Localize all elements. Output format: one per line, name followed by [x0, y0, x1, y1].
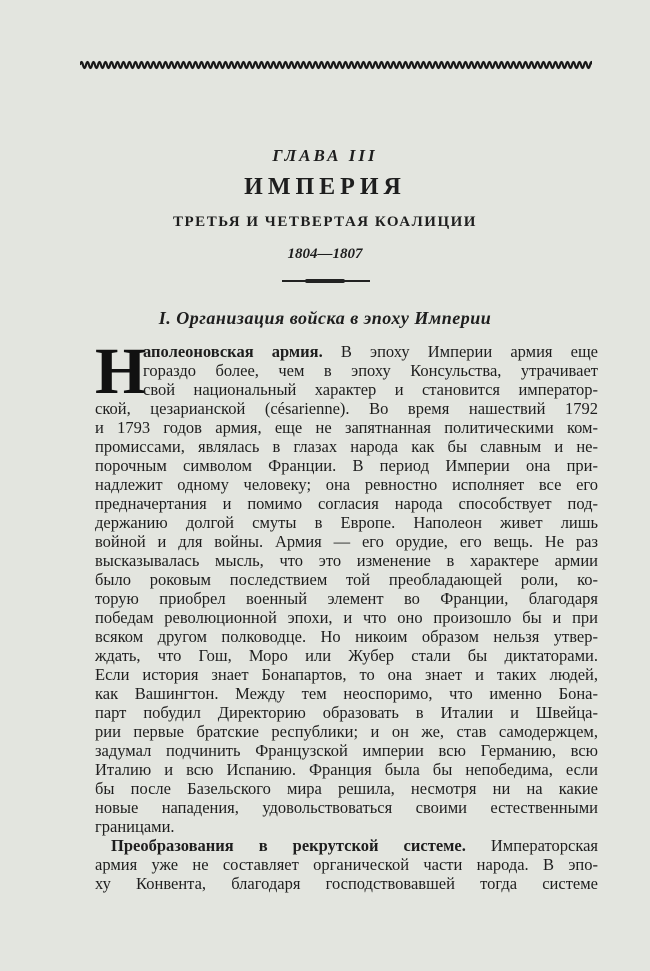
divider-rule-center	[305, 279, 345, 283]
text-line	[143, 380, 598, 399]
text-line	[143, 361, 598, 380]
chapter-years: 1804—1807	[287, 246, 363, 262]
text-line	[95, 684, 598, 703]
section-title: I. Организация войска в эпоху Империи	[158, 308, 492, 328]
line-text: парт побудил Директорию образовать в Италии и Швейца-	[95, 703, 598, 722]
line-text: предначертания и помимо согласия народа способствует под-	[95, 494, 598, 513]
text-line	[95, 399, 598, 418]
line-text: было роковым последствием той преобладающей роли, ко-	[95, 570, 598, 589]
line-text: победам революционной эпохи, и что оно произошло бы и при	[95, 608, 598, 627]
line-text: торую приобрел военный элемент во Франции, благодаря	[95, 589, 598, 608]
line-text: войной и для войны. Армия — его орудие, его вещь. Не раз	[95, 532, 598, 551]
text-line	[95, 608, 598, 627]
line-text: армия уже не составляет органической части народа. В эпо-	[95, 855, 598, 874]
line-text: порочным символом Франции. В период Империи она при-	[95, 456, 598, 475]
line-text: рии первые братские республики; и он же, став самодержцем,	[95, 722, 598, 741]
wavy-ornament-rule	[80, 58, 592, 72]
line-text: свой национальный характер и становится император-	[143, 380, 598, 399]
text-line	[95, 513, 598, 532]
text-line	[95, 760, 598, 779]
text-line	[95, 551, 598, 570]
line-text: гораздо более, чем в эпоху Консульства, утрачивает	[143, 361, 598, 380]
body-text	[95, 335, 599, 893]
text-line	[95, 627, 598, 646]
line-text: Италию и всю Испанию. Франция была бы непобедима, если	[95, 760, 598, 779]
text-line	[95, 437, 598, 456]
line-text: высказывалась мысль, что это изменение в характере армии	[95, 551, 598, 570]
text-line	[95, 779, 598, 798]
line-text: новые нападения, удовольствоваться своими естественными	[95, 798, 598, 817]
chapter-label: ГЛАВА III	[272, 146, 378, 165]
run-in-heading: Преобразования в рекрутской системе.	[111, 836, 466, 855]
text-line	[95, 855, 598, 874]
chapter-subtitle: ТРЕТЬЯ И ЧЕТВЕРТАЯ КОАЛИЦИИ	[173, 214, 477, 230]
text-line	[95, 817, 598, 836]
text-line	[95, 475, 598, 494]
text-line	[95, 722, 598, 741]
text-line	[95, 741, 598, 760]
line-text: задумал подчинить Французской империи всю Германию, всю	[95, 741, 598, 760]
text-line	[111, 836, 598, 855]
text-line	[95, 532, 598, 551]
text-line	[95, 570, 598, 589]
text-line	[95, 494, 598, 513]
text-line	[95, 589, 598, 608]
text-line	[95, 703, 598, 722]
line-text: границами.	[95, 817, 175, 836]
text-line	[95, 646, 598, 665]
text-line	[95, 665, 598, 684]
line-text: Императорская	[465, 836, 599, 855]
line-text: как Вашингтон. Между тем неоспоримо, что именно Бона-	[95, 684, 598, 703]
line-text: Если история знает Бонапартов, то она знает и таких людей,	[95, 665, 598, 684]
line-text: всяком другом полководце. Но никоим образом нельзя утвер-	[95, 627, 598, 646]
line-text: бы после Базельского мира решила, несмотря ни на какие	[95, 779, 598, 798]
drop-cap: Н	[95, 335, 147, 408]
text-line	[95, 874, 598, 893]
line-text: и 1793 годов армия, еще не запятнанная политическими ком-	[95, 418, 598, 437]
text-line	[95, 798, 598, 817]
line-text: ской, цезарианской (césarienne). Во время нашествий 1792	[95, 399, 598, 418]
line-text: надлежит одному человеку; она ревностно исполняет все его	[95, 475, 598, 494]
line-text: промиссами, являлась в глазах народа как бы славным и не-	[95, 437, 598, 456]
chapter-title: ИМПЕРИЯ	[244, 174, 406, 200]
text-line	[95, 418, 598, 437]
text-line	[95, 456, 598, 475]
run-in-heading: аполеоновская армия.	[143, 342, 323, 361]
text-line	[143, 342, 598, 361]
line-text: В эпоху Империи армия еще	[322, 342, 598, 361]
line-text: держанию долгой смуты в Европе. Наполеон живет лишь	[95, 513, 598, 532]
line-text: ждать, что Гош, Моро или Жубер стали бы диктаторами.	[95, 646, 598, 665]
line-text: ху Конвента, благодаря господствовавшей тогда системе	[95, 874, 598, 893]
